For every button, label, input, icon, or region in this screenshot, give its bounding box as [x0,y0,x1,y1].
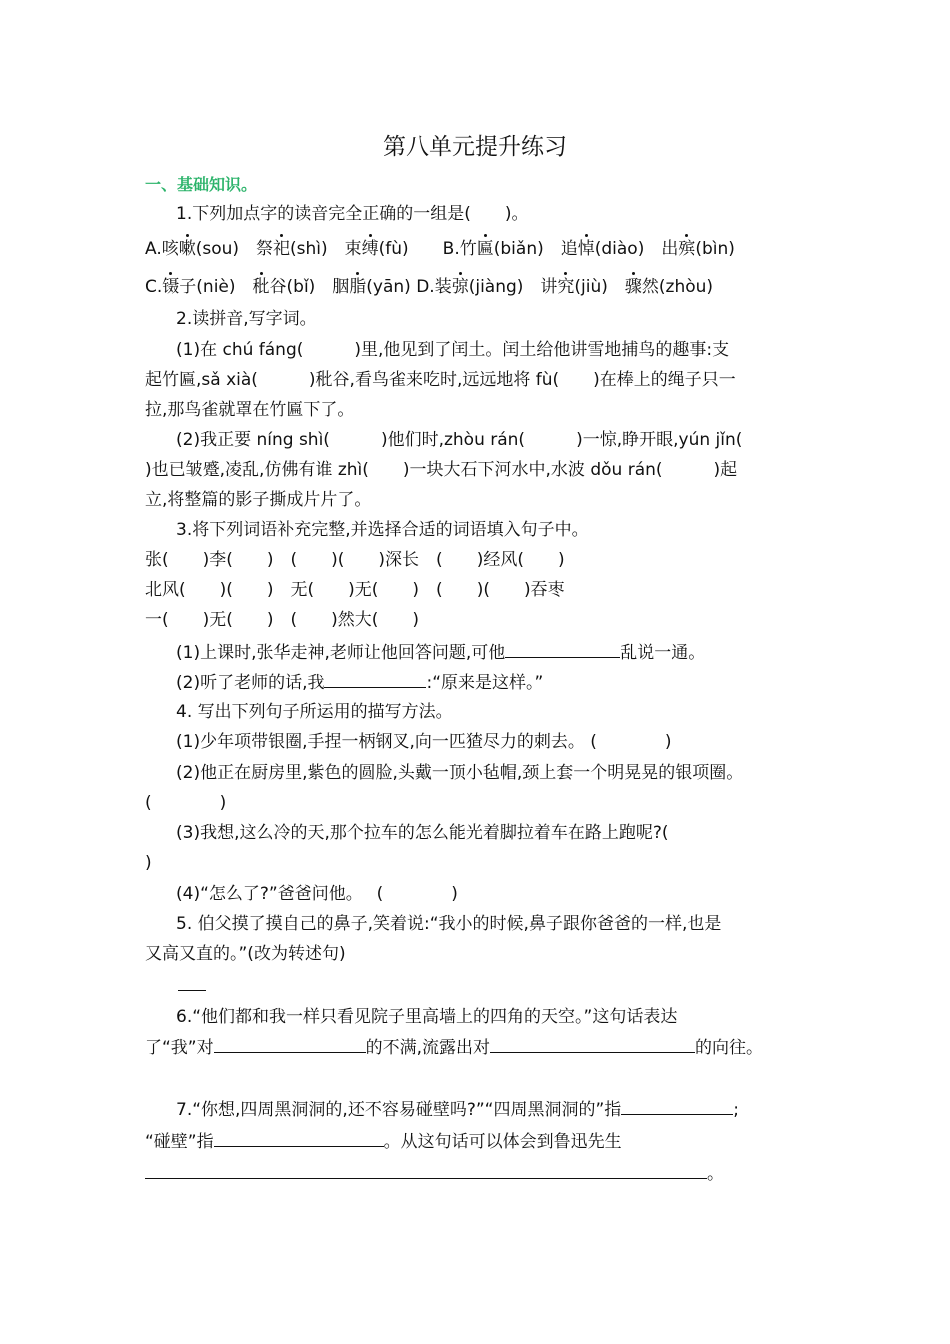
sentence-text: (2)听了老师的话,我 [176,673,325,693]
sentence-text: 。从这句话可以体会到鲁迅先生 [383,1132,622,1152]
dotted-char: 弶 [451,277,469,297]
q2-p1-line3: 拉,那鸟雀就罩在竹匾下了。 [145,400,355,420]
opt-text: 谷(bǐ) 胭 [269,277,350,297]
dotted-char: 祀 [273,239,291,259]
dotted-char: 究 [557,277,575,297]
q3-row3: 一( )无( ) ( )然大( ) [145,610,420,630]
q2-p2-line1: (2)我正要 níng shì( )他们时,zhòu rán( )一惊,睁开眼,yún jǐn( [176,430,743,450]
sentence-text: “碰壁”指 [145,1132,214,1152]
q6-line1: 6.“他们都和我一样只看见院子里高墙上的四角的天空。”这句话表达 [176,1007,678,1027]
sentence-text: 的不满,流露出对 [365,1038,491,1058]
dotted-char: 镊 [162,277,180,297]
opt-text: (jiù) [574,277,625,297]
opt-text: (yān) D.装 [366,277,452,297]
sentence-text: 。 [707,1164,724,1184]
dotted-char: 悼 [577,239,595,259]
opt-text: (bìn) [695,239,735,259]
q6-line2 [145,1036,763,1059]
opt-text: (diào) 出 [594,239,679,259]
q4-sentence3-end: ) [145,853,152,873]
opt-text: (sou) 祭 [195,239,274,259]
q7-line3 [145,1162,724,1185]
opt-text: 子(niè) [179,277,253,297]
q1-options-ab [145,238,735,260]
sentence-text: (1)上课时,张华走神,老师让他回答问题,可他 [176,643,506,663]
q4-sentence4: (4)“怎么了?”爸爸问他。 ( ) [176,884,458,904]
q2-p2-line2: )也已皱蹙,凌乱,仿佛有谁 zhì( )一块大石下河水中,水波 dǒu rán( )起 [145,460,738,480]
opt-text: (shì) 束 [290,239,362,259]
q3-sentence2 [176,671,543,694]
q1-options-cd [145,276,713,298]
sentence-text: 7.“你想,四周黑洞洞的,还不容易碰壁吗?”“四周黑洞洞的”指 [176,1100,622,1120]
answer-blank[interactable] [214,1036,366,1053]
dotted-char: 殡 [678,239,696,259]
q5-answer-line[interactable] [178,990,206,991]
opt-text: (biǎn) 追 [493,239,578,259]
q7-line2 [145,1130,622,1153]
opt-text: 然(zhòu) [641,277,714,297]
answer-blank[interactable] [621,1098,733,1115]
answer-blank[interactable] [145,1162,707,1179]
section-heading: 一、基础知识。 [145,175,258,194]
opt-text: C. [145,277,163,297]
q3-row2: 北风( )( ) 无( )无( ) ( )( )吞枣 [145,580,565,600]
page-title: 第八单元提升练习 [383,134,567,160]
q3-stem: 3.将下列词语补充完整,并选择合适的词语填入句子中。 [176,520,589,540]
opt-text: (fù) B.竹 [378,239,477,259]
q4-sentence2: (2)他正在厨房里,紫色的圆脸,头戴一顶小毡帽,颈上套一个明晃晃的银项圈。 [176,763,744,783]
q3-sentence1 [176,641,705,664]
q4-sentence3: (3)我想,这么冷的天,那个拉车的怎么能光着脚拉着车在路上跑呢?( [176,823,669,843]
dotted-char: 嗽 [178,239,196,259]
q2-stem: 2.读拼音,写字词。 [176,309,317,329]
dotted-char: 秕 [252,277,270,297]
dotted-char: 骤 [624,277,642,297]
sentence-text: 了“我”对 [145,1038,214,1058]
q2-p1-line2: 起竹匾,sǎ xià( )秕谷,看鸟雀来吃时,远远地将 fù( )在棒上的绳子只一 [145,370,736,390]
dotted-char: 缚 [361,239,379,259]
answer-blank[interactable] [324,671,426,688]
q4-sentence1: (1)少年项带银圈,手捏一柄钢叉,向一匹猹尽力的刺去。 ( ) [176,732,672,752]
answer-blank[interactable] [505,641,620,658]
sentence-text: :“原来是这样。” [426,673,544,693]
q5-line2: 又高又直的。”(改为转述句) [145,944,346,964]
sentence-text: 的向往。 [695,1038,764,1058]
sentence-text: ; [733,1100,740,1120]
dotted-char: 匾 [476,239,494,259]
q3-row1: 张( )李( ) ( )( )深长 ( )经风( ) [145,550,565,570]
q2-p1-line1: (1)在 chú fáng( )里,他见到了闰土。闰土给他讲雪地捕鸟的趣事:支 [176,340,730,360]
q1-stem: 1.下列加点字的读音完全正确的一组是( )。 [176,204,529,224]
sentence-text: 乱说一通。 [620,643,706,663]
opt-text: (jiàng) 讲 [468,277,558,297]
q5-line1: 5. 伯父摸了摸自己的鼻子,笑着说:“我小的时候,鼻子跟你爸爸的一样,也是 [176,914,722,934]
q7-line1 [176,1098,739,1121]
opt-text: A.咳 [145,239,179,259]
dotted-char: 脂 [349,277,367,297]
answer-blank[interactable] [214,1130,384,1147]
answer-blank[interactable] [490,1036,695,1053]
q4-stem: 4. 写出下列句子所运用的描写方法。 [176,702,453,722]
q2-p2-line3: 立,将整篇的影子撕成片片了。 [145,490,372,510]
q4-sentence2-answer: ( ) [145,793,227,813]
